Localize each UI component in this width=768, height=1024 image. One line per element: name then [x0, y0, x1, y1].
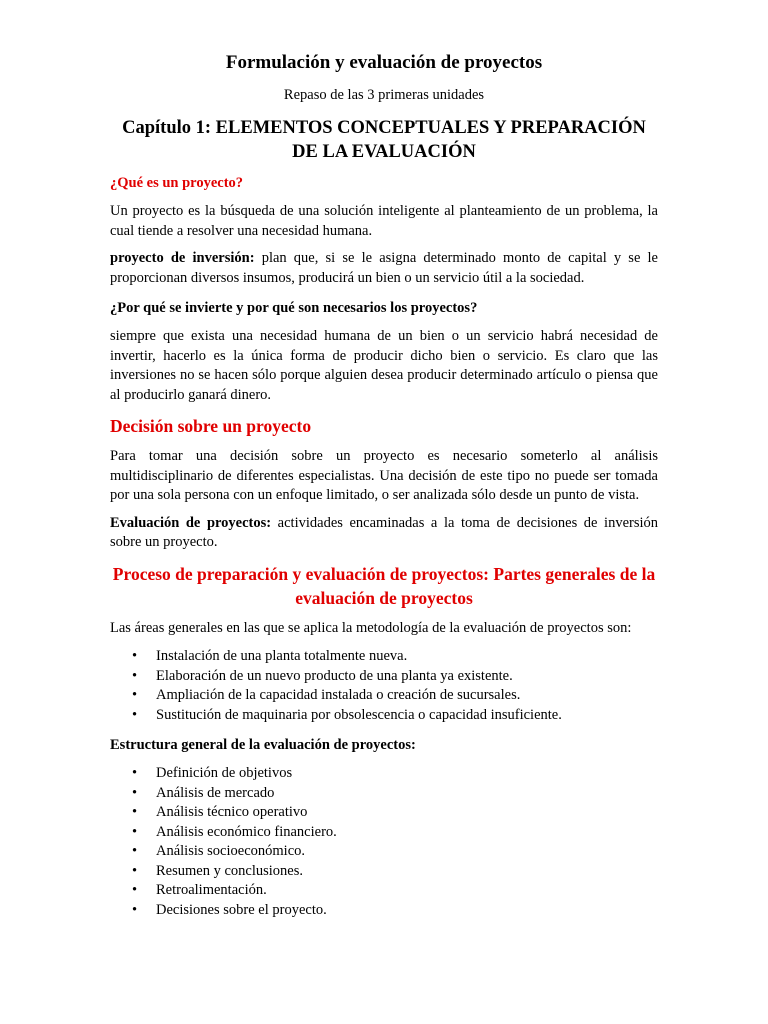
term-project-evaluation: Evaluación de proyectos: — [110, 514, 272, 531]
paragraph-project-decision: Para tomar una decisión sobre un proyecto es necesario someterlo al análisis multidisciplinario de diferentes especialistas. Una decisión de este tipo no puede ser tomada por una sola persona con un enfoque limitado, o ser analizada sólo desde un punto de vista. — [110, 448, 658, 503]
list-item: • Instalación de una planta totalmente nueva. — [132, 647, 658, 667]
paragraph-project-definition: Un proyecto es la búsqueda de una solución inteligente al planteamiento de un problema, la cual tiende a resolver una necesidad humana. — [110, 203, 658, 239]
list-item: • Retroalimentación. — [132, 881, 658, 901]
document-title: Formulación y evaluación de proyectos — [225, 52, 543, 73]
heading-project-decision: Decisión sobre un proyecto — [110, 416, 312, 436]
definition-investment-project: plan que, si se le asigna determinado monto de capital y se le proporcionan diversos insumos, producirá un bien o un servicio útil a la sociedad. — [110, 250, 658, 286]
list-item: • Decisiones sobre el proyecto. — [132, 901, 658, 921]
definition-project-evaluation: actividades encaminadas a la toma de decisiones de inversión sobre un proyecto. — [110, 514, 659, 550]
list-general-structure — [110, 764, 658, 920]
paragraph-project-evaluation — [110, 514, 658, 553]
bullet-icon: • — [132, 765, 138, 781]
list-item: • Análisis de mercado — [132, 784, 658, 804]
bullet-icon: • — [132, 667, 138, 684]
document-subtitle: Repaso de las 3 primeras unidades — [283, 87, 485, 103]
list-item: • Ampliación de la capacidad instalada o creación de sucursales. — [132, 686, 658, 706]
paragraph-general-areas: Las áreas generales en las que se aplica la metodología de la evaluación de proyectos son: — [110, 619, 632, 636]
list-item: • Definición de objetivos — [132, 764, 658, 784]
question-what-is-project: ¿Qué es un proyecto? — [110, 175, 244, 191]
question-why-invest: ¿Por qué se invierte y por qué son necesarios los proyectos? — [110, 300, 478, 316]
list-item: • Resumen y conclusiones. — [132, 862, 658, 882]
bullet-icon: • — [132, 706, 138, 723]
chapter-title: Capítulo 1: ELEMENTOS CONCEPTUALES Y PREPARACIÓN DE LA EVALUACIÓN — [122, 118, 646, 162]
term-investment-project: proyecto de inversión: — [110, 250, 255, 266]
bullet-icon: • — [132, 843, 138, 859]
bullet-icon: • — [132, 882, 138, 898]
bullet-icon: • — [132, 784, 138, 801]
list-item: • Análisis técnico operativo — [132, 803, 658, 823]
list-general-areas — [110, 647, 658, 725]
paragraph-why-invest: siempre que exista una necesidad humana de un bien o un servicio habrá necesidad de invertir, hacerlo es la única forma de producir dicho bien o servicio. Es claro que las inversiones no se hacen sólo porque alguien desea producir determinado artículo o piensa que al producirlo ganará dinero. — [110, 328, 658, 403]
paragraph-investment-project — [110, 249, 658, 288]
list-item: • Sustitución de maquinaria por obsolescencia o capacidad insuficiente. — [132, 706, 658, 726]
list-item: • Elaboración de un nuevo producto de una planta ya existente. — [132, 667, 658, 687]
bullet-icon: • — [132, 823, 138, 840]
list-item: • Análisis económico financiero. — [132, 823, 658, 843]
list-item: • Análisis socioeconómico. — [132, 842, 658, 862]
bullet-icon: • — [132, 804, 138, 820]
bullet-icon: • — [132, 901, 138, 918]
heading-general-structure: Estructura general de la evaluación de proyectos: — [110, 737, 416, 753]
heading-preparation-process: Proceso de preparación y evaluación de proyectos: Partes generales de la evaluación de proyectos — [112, 563, 656, 608]
bullet-icon: • — [132, 648, 138, 664]
bullet-icon: • — [132, 862, 138, 879]
bullet-icon: • — [132, 687, 138, 703]
